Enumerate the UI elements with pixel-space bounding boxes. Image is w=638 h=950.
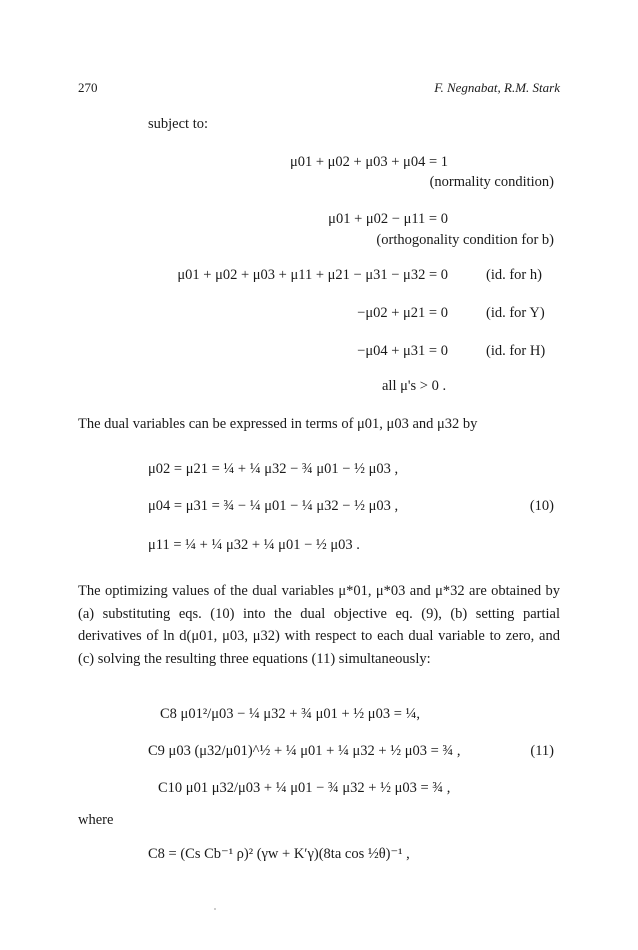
equation-number: (10) [529, 498, 554, 514]
paragraph-optimizing-values: The optimizing values of the dual variables μ*01, μ*03 and μ*32 are obtained by (a) substituting eqs. (10) into the dual objective eq. (9), (b) setting partial derivatives of ln d(μ01, μ03, μ32) with respect to each dual variable to zero, and (c) solving the resulting three equations (11) simultaneously: [78, 583, 560, 667]
constraint-equation: μ01 + μ02 + μ03 + μ11 + μ21 − μ31 − μ32 = 0 [177, 267, 448, 283]
constraint-equation: −μ02 + μ21 = 0 [357, 305, 448, 321]
intro-text: subject to: [148, 116, 209, 132]
equation-line: C8 μ01²/μ03 − ¼ μ32 + ¾ μ01 + ½ μ03 = ¼, [160, 706, 421, 722]
equation-number: (11) [530, 743, 554, 759]
constraint-equation: μ01 + μ02 + μ03 + μ04 = 1 [289, 154, 448, 170]
paragraph-dual-variables: The dual variables can be expressed in terms of μ01, μ03 and μ32 by [78, 416, 478, 432]
equation-line: μ04 = μ31 = ¾ − ¼ μ01 − ¼ μ32 − ½ μ03 , [148, 498, 399, 514]
constraint-note: (orthogonality condition for b) [376, 232, 554, 248]
constraint-equation: all μ's > 0 . [382, 378, 447, 394]
equation-line: C10 μ01 μ32/μ03 + ¼ μ01 − ¾ μ32 + ½ μ03 = ¾ , [158, 780, 451, 796]
running-head-authors: F. Negnabat, R.M. Stark [434, 80, 560, 95]
where-label: where [78, 812, 114, 828]
page-number: 270 [78, 80, 98, 95]
scan-speck [214, 908, 216, 910]
constraint-note: (id. for H) [486, 343, 546, 359]
definition-line: C8 = (Cs Cb⁻¹ ρ)² (γw + K′γ)(8ta cos ½θ)⁻¹ , [148, 846, 410, 862]
equation-line: C9 μ03 (μ32/μ01)^½ + ¼ μ01 + ¼ μ32 + ½ μ03 = ¾ , [148, 743, 461, 759]
equation-line: μ11 = ¼ + ¼ μ32 + ¼ μ01 − ½ μ03 . [148, 537, 360, 553]
constraint-note: (normality condition) [429, 174, 554, 190]
constraint-note: (id. for h) [486, 267, 542, 283]
equation-line: μ02 = μ21 = ¼ + ¼ μ32 − ¾ μ01 − ½ μ03 , [148, 461, 399, 477]
constraint-note: (id. for Y) [486, 305, 545, 321]
constraint-equation: −μ04 + μ31 = 0 [357, 343, 448, 359]
constraint-equation: μ01 + μ02 − μ11 = 0 [328, 211, 448, 227]
